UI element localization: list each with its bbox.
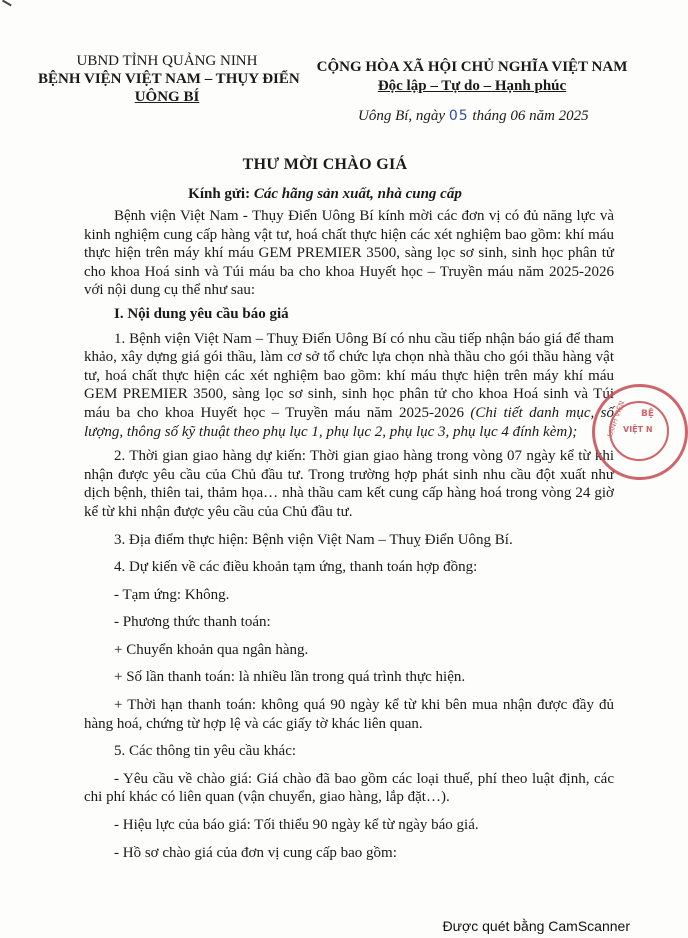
item-2: 2. Thời gian giao hàng dự kiến: Thời gian giao hàng trong vòng 07 ngày kể từ khi nhận được yêu cầu của Chủ đầu tư. Trong trường hợp phát sinh nhu cầu đột xuất như dịch bệnh, thiên tai, thảm họa… nhà thầu cam kết cung cấp hàng hoá trong vòng 24 giờ kể từ khi nhận được yêu cầu của Chủ đầu tư. bbox=[84, 448, 614, 520]
item-1 bbox=[84, 330, 614, 442]
intro-paragraph: Bệnh viện Việt Nam - Thụy Điển Uông Bí kính mời các đơn vị có đủ năng lực và kinh nghiệm cung cấp hàng vật tư, hoá chất thực hiện các xét nghiệm bao gồm: khí máu thực hiện trên máy khí máu GEM PREMIER 3500, sàng lọc sơ sinh, sinh học phân tử cho khoa Hoá sinh và Túi máu ba cho khoa Huyết học – Truyền máu năm 2025-2026 với nội dung cụ thể như sau: bbox=[84, 208, 614, 299]
document-body bbox=[84, 207, 614, 862]
quote-requirement: - Yêu cầu về chào giá: Giá chào đã bao gồm các loại thuế, phí theo luật định, các chi phí khác có liên quan (vận chuyển, giao hàng, lắp đặt…). bbox=[84, 770, 614, 806]
advance-payment: - Tạm ứng: Không. bbox=[114, 586, 230, 603]
salutation bbox=[0, 186, 650, 203]
date-prefix: Uông Bí, ngày bbox=[358, 108, 446, 124]
section-heading: I. Nội dung yêu cầu báo giá bbox=[114, 305, 289, 322]
date-suffix: tháng 06 năm 2025 bbox=[472, 108, 589, 124]
item-1-text: 1. Bệnh viện Việt Nam – Thuỵ Điển Uông Bí có nhu cầu tiếp nhận báo giá để tham khảo, xây dựng giá gói thầu, làm cơ sở tổ chức lựa chọn nhà thầu cho gói thầu hàng vật tư, hoá chất thực hiện các xét nghiệm bao gồm: khí máu thực hiện trên máy khí máu GEM PREMIER 3500, sàng lọc sơ sinh, sinh học phân tử cho khoa Hoá sinh và Túi máu ba cho khoa Huyết học – Truyền máu năm 2025-2026 bbox=[84, 330, 614, 421]
stamp-text-1: BỆ bbox=[641, 409, 655, 419]
payment-term: + Thời hạn thanh toán: không quá 90 ngày kể từ khi bên mua nhận được đầy đủ hàng hoá, chứng từ hợp lệ và các giấy tờ khác liên quan. bbox=[84, 697, 614, 732]
corner-mark bbox=[0, 0, 14, 10]
document-date bbox=[358, 108, 589, 125]
issuer-province: UBND TỈNH QUẢNG NINH bbox=[76, 53, 258, 69]
item-4: 4. Dự kiến về các điều khoản tạm ứng, thanh toán hợp đồng: bbox=[114, 559, 478, 576]
issuer-header bbox=[38, 52, 300, 106]
date-day-handwritten: 05 bbox=[448, 108, 469, 124]
stamp-arc-text: LẠNH VIỆN bbox=[605, 399, 627, 439]
quote-validity: - Hiệu lực của báo giá: Tối thiểu 90 ngày kể từ ngày báo giá. bbox=[114, 817, 479, 834]
payment-times: + Số lần thanh toán: là nhiều lần trong quá trình thực hiện. bbox=[114, 669, 466, 686]
scanner-watermark: Được quét bằng CamScanner bbox=[442, 918, 630, 934]
salutation-label: Kính gửi: bbox=[188, 186, 251, 202]
issuer-hospital: BỆNH VIỆN VIỆT NAM – THỤY ĐIỂN bbox=[38, 71, 300, 87]
stamp-text-2: VIỆT N bbox=[623, 425, 653, 434]
salutation-recipients: Các hãng sản xuất, nhà cung cấp bbox=[253, 186, 462, 202]
official-stamp bbox=[592, 384, 688, 480]
national-motto: Độc lập – Tự do – Hạnh phúc bbox=[377, 78, 567, 94]
quote-dossier: - Hồ sơ chào giá của đơn vị cung cấp bao gồm: bbox=[114, 844, 397, 861]
payment-transfer: + Chuyển khoản qua ngân hàng. bbox=[114, 641, 309, 658]
national-title: CỘNG HÒA XÃ HỘI CHỦ NGHĨA VIỆT NAM bbox=[316, 59, 628, 75]
item-1-note: (Chi tiết danh mục, số lượng, thông số kỹ thuật theo phụ lục 1, phụ lục 2, phụ lục 3, phụ lục 4 đính kèm); bbox=[84, 404, 615, 440]
issuer-city: UÔNG BÍ bbox=[134, 89, 200, 105]
national-header bbox=[312, 58, 632, 96]
item-3: 3. Địa điểm thực hiện: Bệnh viện Việt Nam – Thuỵ Điển Uông Bí. bbox=[114, 531, 513, 548]
document-title: THƯ MỜI CHÀO GIÁ bbox=[242, 156, 408, 173]
payment-method: - Phương thức thanh toán: bbox=[114, 614, 271, 631]
item-5: 5. Các thông tin yêu cầu khác: bbox=[114, 743, 297, 760]
